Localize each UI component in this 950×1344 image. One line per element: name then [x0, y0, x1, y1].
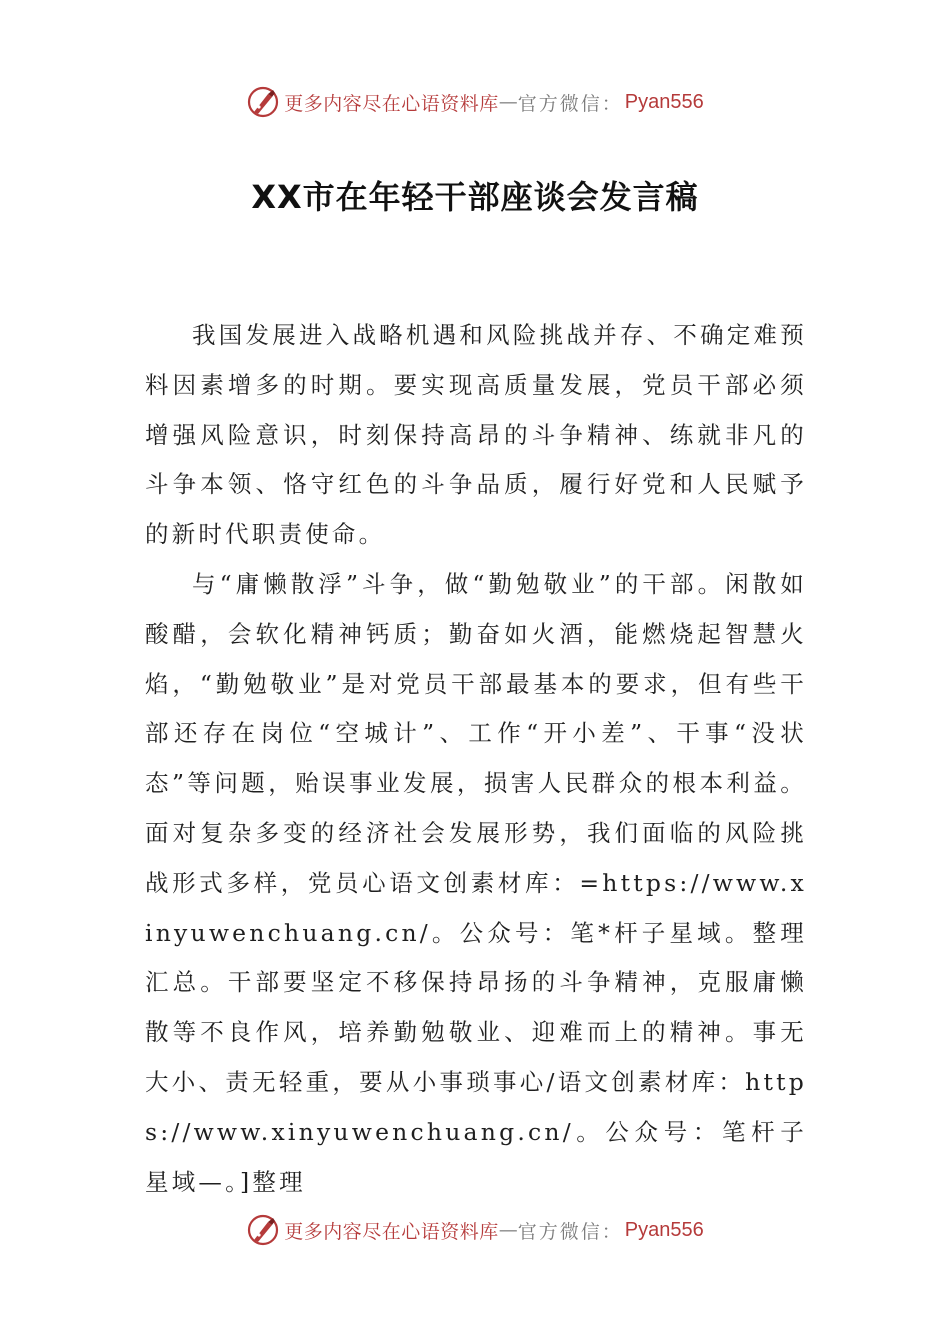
pen-nib-icon	[246, 1213, 280, 1247]
pen-nib-icon	[246, 85, 280, 119]
banner-brand-text: 更多内容尽在心语资料库	[284, 92, 499, 115]
banner-wechat-label: 官方微信：	[517, 92, 623, 115]
header-banner	[0, 82, 950, 122]
banner-wechat-label: 官方微信：	[517, 1220, 623, 1243]
document-body	[145, 311, 807, 1207]
banner-separator: —	[498, 1219, 518, 1241]
banner-wechat-id: Pyan556	[624, 1218, 704, 1241]
footer-banner	[0, 1210, 950, 1250]
banner-separator: —	[498, 91, 518, 113]
document-title: XX市在年轻干部座谈会发言稿	[251, 178, 699, 216]
paragraph: 与“庸懒散浮”斗争，做“勤勉敬业”的干部。闲散如酸醋，会软化精神钙质；勤奋如火酒，能燃烧起智慧火焰，“勤勉敬业”是对党员干部最基本的要求，但有些干部还存在岗位“空城计”、工作“开小差”、干事“没状态”等问题，贻误事业发展，损害人民群众的根本利益。面对复杂多变的经济社会发展形势，我们面临的风险挑战形式多样，党员心语文创素材库：=https://www.xinyuwenchuang.cn/。公众号：笔*杆子星域。整理汇总。干部要坚定不移保持昂扬的斗争精神，克服庸懒散等不良作风，培养勤勉敬业、迎难而上的精神。事无大小、责无轻重，要从小事琐事心/语文创素材库：https://www.xinyuwenchuang.cn/。公众号：笔杆子星域—。]整理	[145, 569, 807, 1196]
banner-brand-text: 更多内容尽在心语资料库	[284, 1220, 499, 1243]
banner-wechat-id: Pyan556	[624, 90, 704, 113]
paragraph: 我国发展进入战略机遇和风险挑战并存、不确定难预料因素增多的时期。要实现高质量发展，党员干部必须增强风险意识，时刻保持高昂的斗争精神、练就非凡的斗争本领、恪守红色的斗争品质，履行好党和人民赋予的新时代职责使命。	[145, 321, 807, 549]
